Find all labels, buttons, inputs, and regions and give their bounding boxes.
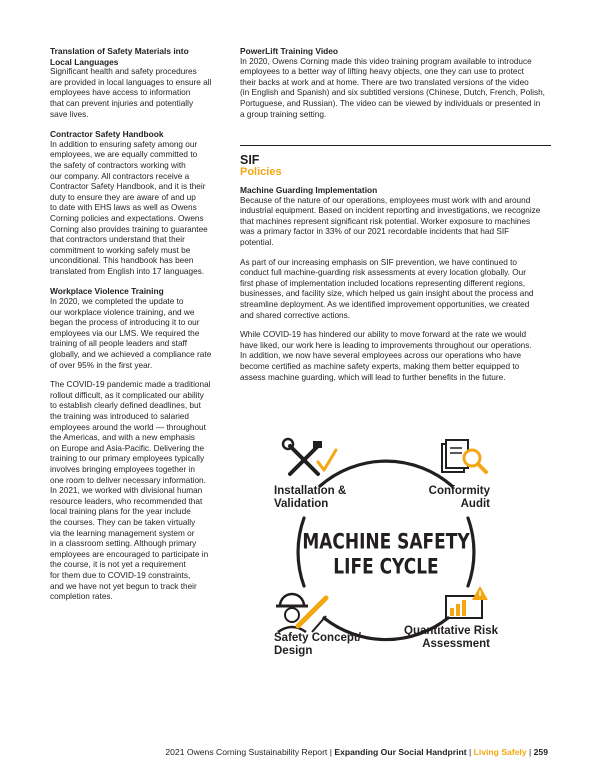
- text-line: The COVID-19 pandemic made a traditional: [50, 380, 211, 390]
- text-line: In addition to ensuring safety among our: [50, 139, 198, 149]
- footer-section: Expanding Our Social Handprint: [334, 747, 467, 757]
- section-heading: Workplace Violence Training: [50, 286, 164, 297]
- text-line: the courses. They can be taken virtually: [50, 517, 196, 527]
- text-line: rollout difficult, as it complicated our ability: [50, 390, 204, 400]
- text-line: While COVID-19 has hindered our ability to move forward at the rate we would: [240, 330, 527, 340]
- text-line: industrial equipment. Based on incident reporting and investigations, we recognize: [240, 206, 541, 216]
- footer-separator: |: [329, 747, 332, 757]
- text-line: for them due to COVID-19 constraints,: [50, 570, 191, 580]
- text-line: employees to a better way of lifting heavy objects, one they can use to protect: [240, 67, 524, 77]
- paragraph: [240, 330, 552, 383]
- text-line: save lives.: [50, 109, 89, 119]
- powerlift-section: [240, 46, 552, 120]
- text-line: the Americas, and with a new emphasis: [50, 433, 195, 443]
- text-line: on Europe and Asia-Pacific. Delivering the: [50, 443, 205, 453]
- text-line: become certified as machine safety experts, making them better equipped to: [240, 361, 520, 371]
- text-line: in a classroom setting. Although primary: [50, 539, 197, 549]
- footer-report-title: 2021 Owens Corning Sustainability Report: [165, 747, 328, 757]
- sif-subtitle: Policies: [240, 166, 282, 178]
- risk-assessment-label: Assessment: [422, 638, 490, 650]
- footer-separator: |: [529, 747, 532, 757]
- section-heading: Local Languages: [50, 56, 119, 67]
- paragraph: [240, 57, 552, 121]
- page-number: 259: [533, 747, 548, 757]
- text-line: one room to deliver necessary information.: [50, 475, 206, 485]
- text-line: Portuguese, and Russian). The video can be viewed by individuals or presented in: [240, 98, 541, 108]
- conformity-label: Audit: [460, 498, 490, 510]
- text-line: via the learning management system or: [50, 528, 195, 538]
- text-line: involves bringing employees together in: [50, 464, 195, 474]
- text-line: As part of our increasing emphasis on SIF prevention, we have continued to: [240, 257, 517, 267]
- safety-concept-label: Design: [274, 645, 313, 657]
- center-title: MACHINE SAFETY: [302, 528, 470, 555]
- text-line: translated from English into 17 languages.: [50, 266, 205, 276]
- text-line: began the process of introducing it to our: [50, 318, 200, 328]
- text-line: training of all people leaders and staff: [50, 339, 187, 349]
- text-line: duty to ensure they are aware of and up: [50, 192, 196, 202]
- text-line: employees via our LMS. We required the: [50, 328, 200, 338]
- text-line: potential.: [240, 237, 274, 247]
- text-line: local training plans for the year include: [50, 507, 191, 517]
- text-line: (in English and Spanish) and six subtitled versions (Chinese, Dutch, French, Polish,: [240, 88, 545, 98]
- section-heading: Translation of Safety Materials into: [50, 46, 189, 56]
- text-line: commitment to working safely must be: [50, 245, 191, 255]
- safety-concept-label: Safety Concept/: [274, 632, 361, 644]
- text-line: employees around the world — throughout: [50, 422, 206, 432]
- text-line: of over 95% in the first year.: [50, 360, 153, 370]
- text-line: their backs at work and at home. There are two translated versions of the video: [240, 77, 529, 87]
- footer-separator: |: [469, 747, 472, 757]
- text-line: resource leaders, who recommended that: [50, 496, 203, 506]
- text-line: In addition, we now have several employees across our operations who have: [240, 351, 522, 361]
- installation-label: Validation: [274, 498, 329, 510]
- text-line: Corning also provides training to guarantee: [50, 224, 208, 234]
- text-line: the course, it is not yet a requirement: [50, 560, 186, 570]
- paragraph: [240, 196, 552, 249]
- text-line: our company. All contractors receive a: [50, 171, 190, 181]
- contractor-section: [50, 129, 220, 277]
- text-line: the training was introduced to salaried: [50, 412, 189, 421]
- footer-subsection: Living Safely: [473, 747, 527, 757]
- left-column: [50, 46, 220, 612]
- paragraph: [50, 67, 220, 120]
- text-line: In 2020, Owens Corning made this video training program available to introduce: [240, 56, 532, 66]
- text-line: unconditional. This handbook has been: [50, 256, 194, 266]
- text-line: a group training setting.: [240, 109, 327, 119]
- translation-section: [50, 46, 220, 120]
- paragraph: [240, 258, 552, 322]
- page-footer: [0, 747, 548, 757]
- text-line: the safety of contractors working with: [50, 160, 186, 170]
- tools-icon: [283, 439, 336, 474]
- text-line: training to our primary employees typically: [50, 454, 205, 464]
- text-line: have liked, our work here is leading to improvements throughout our operations.: [240, 340, 532, 350]
- text-line: assess machine guarding, which will lead to further benefits in the future.: [240, 372, 506, 382]
- text-line: conduct full machine-guarding risk assessments at every location globally. Our: [240, 268, 526, 278]
- text-line: first phase of implementation included locations representing different regions,: [240, 278, 526, 288]
- text-line: that machines represent significant risk potential. Worker exposure to machines: [240, 216, 531, 226]
- worker-helmet-icon: [276, 594, 326, 632]
- paragraph: [50, 297, 220, 371]
- text-line: that contractors understand that their: [50, 235, 185, 245]
- text-line: businesses, and facility size, which helped us gain insight about the process and: [240, 289, 534, 299]
- risk-chart-icon: [446, 586, 488, 618]
- center-title: LIFE CYCLE: [333, 553, 439, 580]
- machine-safety-lifecycle-diagram: [268, 436, 504, 658]
- text-line: are provided in local languages to ensure all: [50, 77, 212, 87]
- machine-guarding-section: [240, 185, 552, 392]
- section-divider: [240, 145, 551, 146]
- text-line: Because of the nature of our operations, employees must work with and around: [240, 195, 531, 205]
- audit-documents-icon: [442, 440, 486, 472]
- paragraph: [50, 140, 220, 278]
- text-line: Corning policies and expectations. Owens: [50, 213, 204, 223]
- paragraph: [50, 380, 220, 602]
- violence-training-section: [50, 286, 220, 602]
- sif-title: SIF: [240, 153, 260, 167]
- section-heading: Contractor Safety Handbook: [50, 129, 164, 140]
- text-line: employees are encouraged to participate in: [50, 549, 209, 559]
- installation-label: Installation &: [274, 485, 347, 497]
- text-line: Contractor Safety Handbook, and it is their: [50, 182, 206, 192]
- section-heading: Machine Guarding Implementation: [240, 185, 378, 195]
- text-line: to date with EHS laws as well as Owens: [50, 203, 197, 213]
- cycle-arc-top: [320, 461, 452, 486]
- text-line: employees, we are equally committed to: [50, 150, 198, 160]
- text-line: was a primary factor in 33% of our 2021 recordable incidents that had SIF: [240, 227, 510, 237]
- section-heading: PowerLift Training Video: [240, 46, 339, 56]
- risk-assessment-label: Quantitative Risk: [404, 625, 498, 637]
- text-line: In 2020, we completed the update to: [50, 297, 184, 307]
- text-line: completion rates.: [50, 592, 113, 602]
- text-line: and we have not yet begun to track their: [50, 581, 197, 591]
- text-line: globally, and we achieved a compliance rate: [50, 350, 212, 360]
- text-line: streamline deployment. As we identified improvement opportunities, we created: [240, 299, 530, 309]
- text-line: to establish clearly defined deadlines, but: [50, 401, 201, 411]
- text-line: Significant health and safety procedures: [50, 67, 197, 77]
- text-line: and shared corrective actions.: [240, 310, 351, 320]
- text-line: employees have access to information: [50, 88, 191, 98]
- conformity-label: Conformity: [428, 485, 490, 497]
- text-line: that can prevent injuries and potentially: [50, 98, 194, 108]
- text-line: our workplace violence training, and we: [50, 307, 195, 317]
- text-line: In 2021, we worked with divisional human: [50, 486, 203, 496]
